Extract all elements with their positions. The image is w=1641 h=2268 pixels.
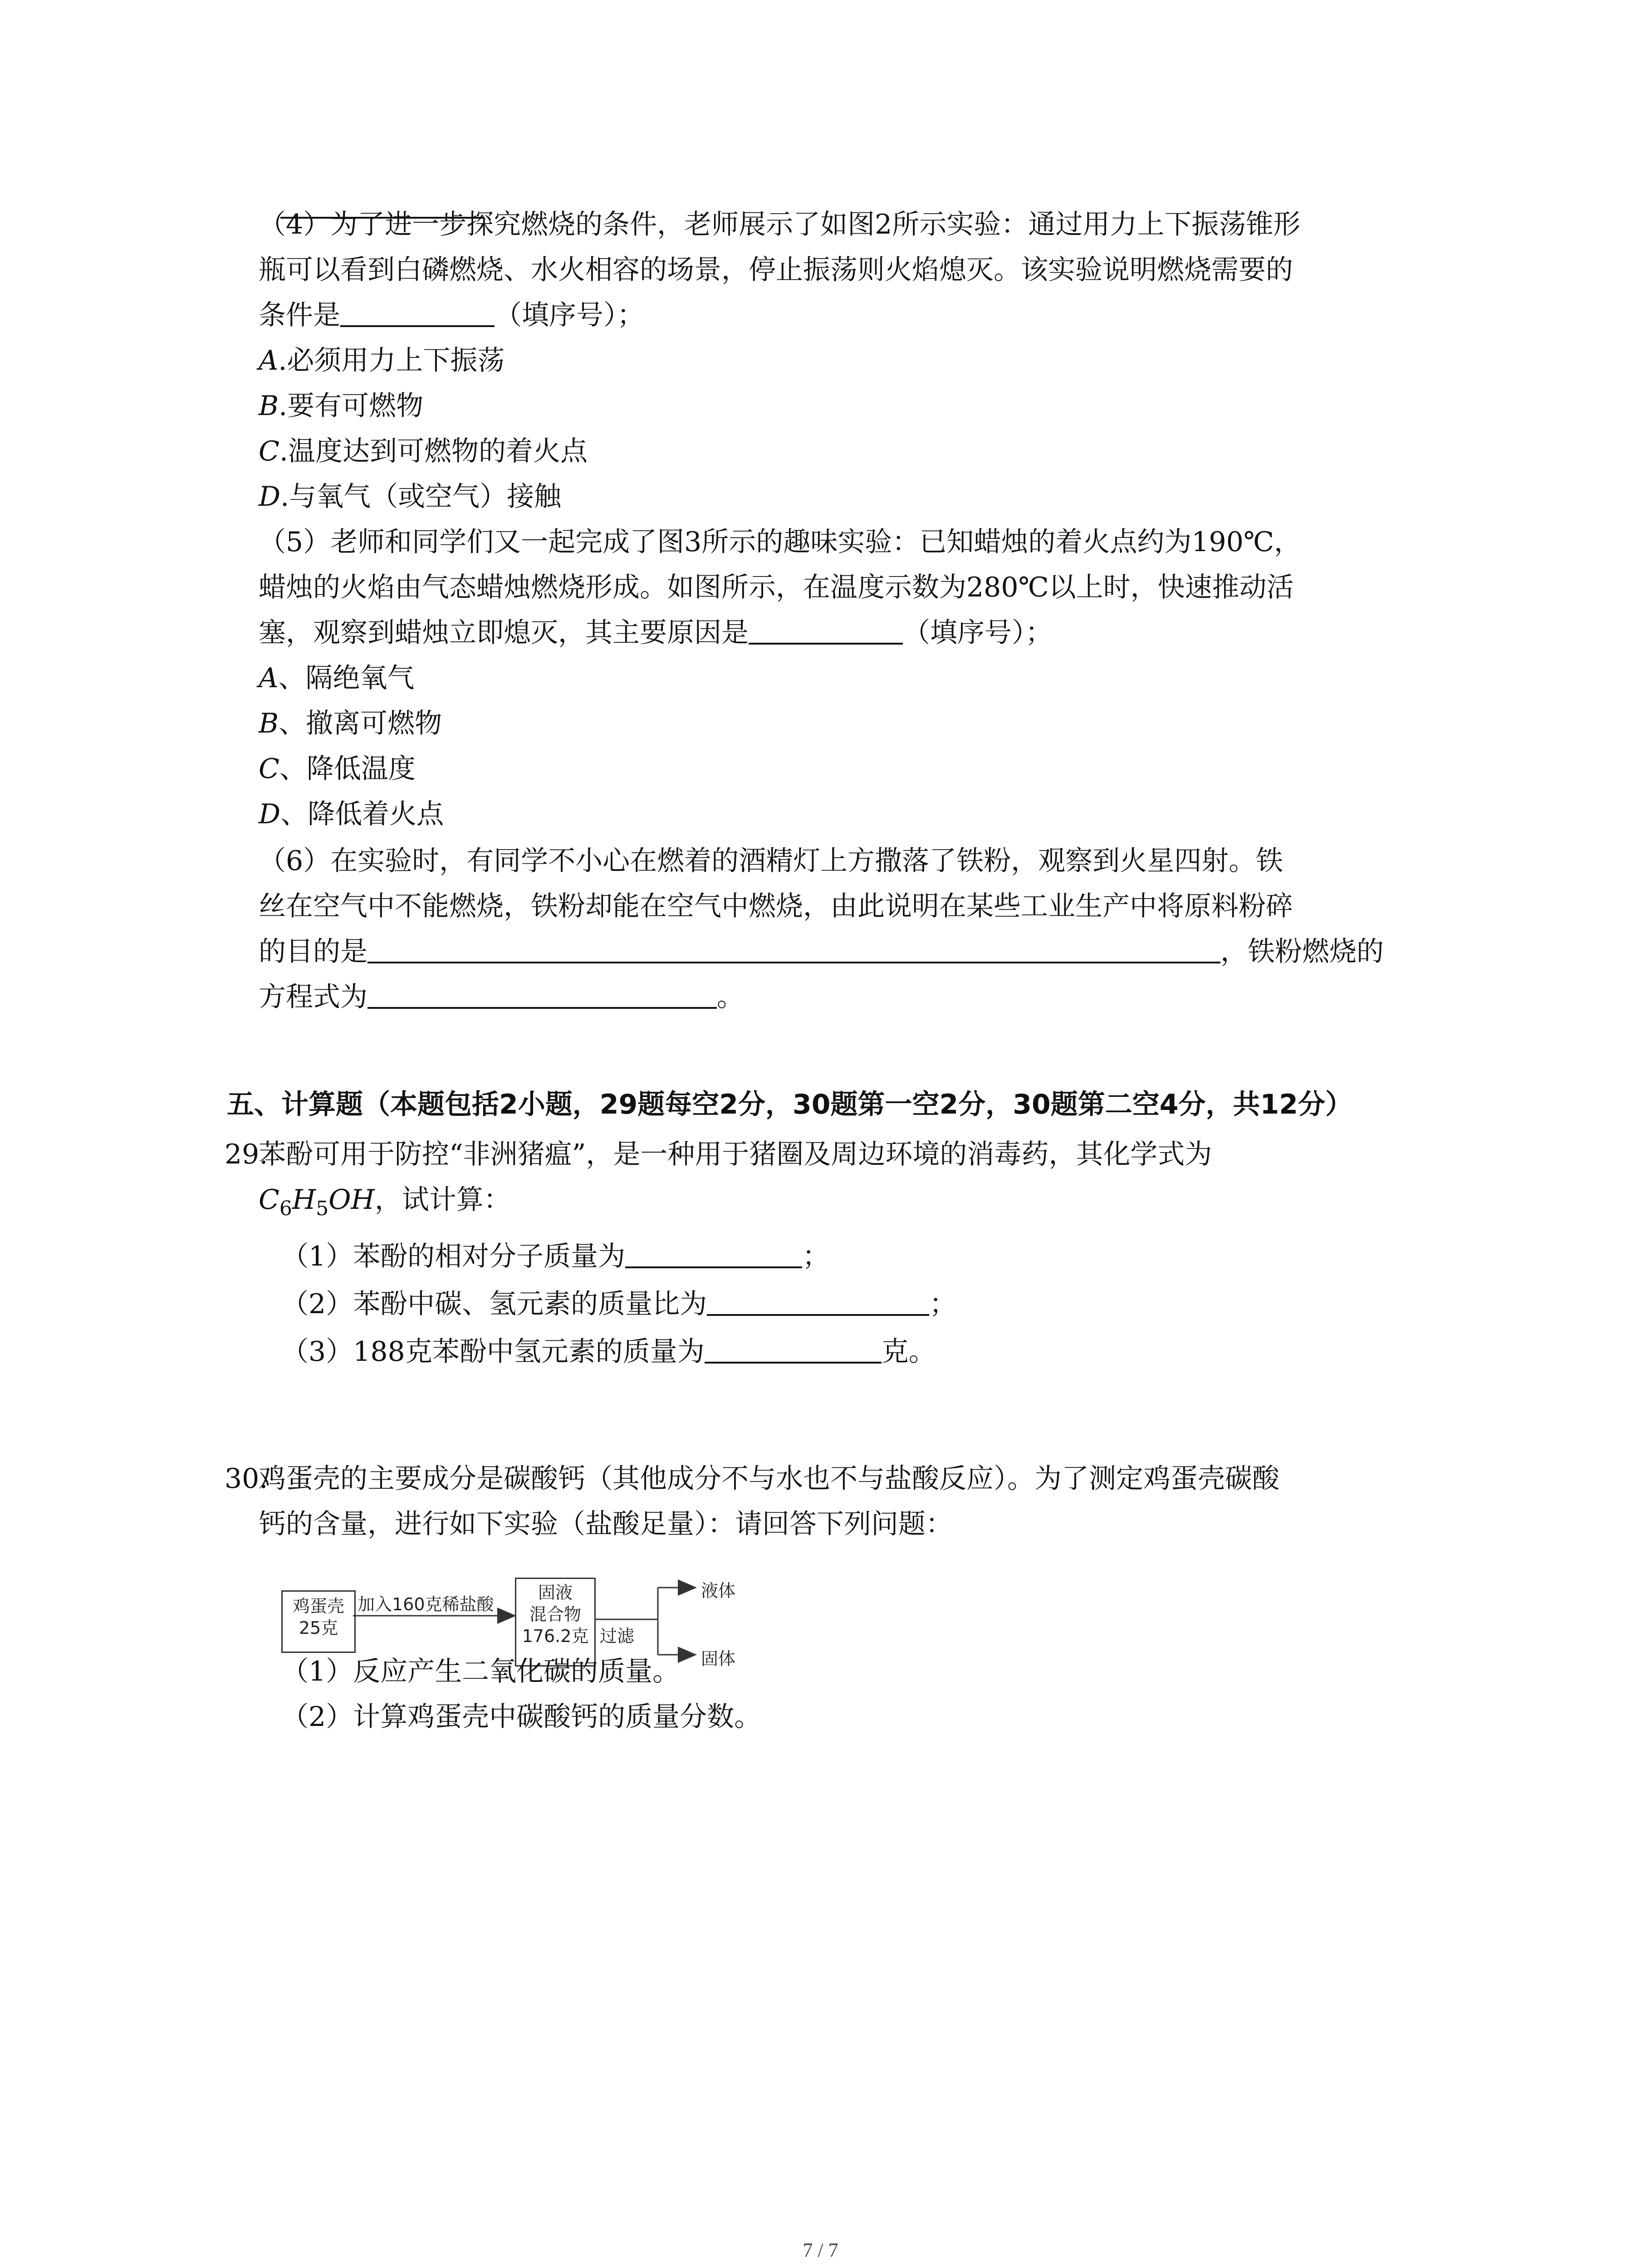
q4-option-b <box>259 383 423 429</box>
option-text: .要有可燃物 <box>279 390 424 422</box>
q4-line3 <box>259 293 644 338</box>
part-text: （2）苯酚中碳、氢元素的质量比为 <box>281 1288 707 1320</box>
filter-label: 过滤 <box>600 1626 635 1646</box>
part-suffix: ； <box>929 1288 957 1320</box>
q29-line1 <box>225 1132 1212 1177</box>
formula-sub-6: 6 <box>279 1197 292 1220</box>
box-label: 固液 <box>538 1583 573 1603</box>
q30-line2: 钙的含量，进行如下实验（盐酸足量）：请回答下列问题： <box>259 1508 953 1540</box>
q30-line1 <box>225 1456 1279 1501</box>
q5-line3-text: 塞，观察到蜡烛立即熄灭，其主要原因是 <box>259 617 749 649</box>
q5-option-d <box>259 792 444 837</box>
section-heading: 五、计算题（本题包括2小题，29题每空2分，30题第一空2分，30题第二空4分，共12分） <box>227 1089 1352 1120</box>
answer-blank[interactable] <box>340 293 495 327</box>
q29-line2 <box>259 1177 511 1232</box>
q5-option-b <box>259 701 442 746</box>
q5-option-c <box>259 746 416 792</box>
option-letter: D <box>259 798 281 830</box>
q4-option-a <box>259 338 505 383</box>
option-letter: C <box>259 753 279 785</box>
answer-blank[interactable] <box>367 975 717 1009</box>
q29-line2-rest: ，试计算： <box>374 1184 511 1216</box>
option-text: .与氧气（或空气）接触 <box>280 481 562 513</box>
formula-sub-5: 5 <box>316 1197 329 1220</box>
box-label: 176.2克 <box>522 1626 589 1646</box>
q6-line4-text: 方程式为 <box>259 981 367 1013</box>
formula-h: H <box>292 1184 316 1216</box>
answer-blank[interactable] <box>705 1330 882 1364</box>
q5-line2: 蜡烛的火焰由气态蜡烛燃烧形成。如图所示，在温度示数为280℃以上时，快速推动活 <box>259 572 1294 603</box>
formula-c: C <box>259 1184 279 1216</box>
box-label: 混合物 <box>529 1604 581 1624</box>
q6-line4 <box>259 974 744 1020</box>
option-letter: B <box>259 708 279 739</box>
q5-line1: （5）老师和同学们又一起完成了图3所示的趣味实验：已知蜡烛的着火点约为190℃， <box>259 526 1301 558</box>
liquid-label: 液体 <box>701 1581 736 1601</box>
part-text: （1）苯酚的相对分子质量为 <box>281 1241 626 1272</box>
q6-line2: 丝在空气中不能燃烧，铁粉却能在空气中燃烧，由此说明在某些工业生产中将原料粉碎 <box>259 890 1293 922</box>
option-text: 、撤离可燃物 <box>279 708 442 739</box>
answer-blank[interactable] <box>625 1235 802 1268</box>
answer-blank[interactable] <box>707 1282 929 1316</box>
part-text: （3）188克苯酚中氢元素的质量为 <box>281 1336 705 1368</box>
q6-line1: （6）在实验时，有同学不小心在燃着的酒精灯上方撒落了铁粉，观察到火星四射。铁 <box>259 845 1283 877</box>
q4-line3-suffix: （填序号）； <box>495 299 644 331</box>
part-suffix: 克。 <box>881 1336 936 1368</box>
q6-line3-suffix: ，铁粉燃烧的 <box>1220 936 1384 968</box>
option-letter: A <box>259 345 279 376</box>
formula-oh: OH <box>328 1184 375 1216</box>
add-acid-label: 加入160克稀盐酸 <box>358 1594 494 1614</box>
q4-line2: 瓶可以看到白磷燃烧、水火相容的场景，停止振荡则火焰熄灭。该实验说明燃烧需要的 <box>259 254 1293 286</box>
q4-option-d <box>259 474 561 519</box>
box-label: 25克 <box>299 1618 338 1638</box>
q30-part1: （1）反应产生二氧化碳的质量。 <box>281 1656 680 1687</box>
part-suffix: ； <box>802 1241 830 1272</box>
q30-text: 鸡蛋壳的主要成分是碳酸钙（其他成分不与水也不与盐酸反应）。为了测定鸡蛋壳碳酸 <box>259 1463 1279 1495</box>
q6-line3 <box>259 929 1384 974</box>
option-letter: A <box>259 662 279 694</box>
q29-part2 <box>281 1281 956 1327</box>
answer-blank[interactable] <box>749 611 903 645</box>
option-text: .必须用力上下振荡 <box>278 345 505 376</box>
q6-line3-text: 的目的是 <box>259 936 367 968</box>
option-letter: B <box>259 390 279 422</box>
q29-part1 <box>281 1234 829 1279</box>
option-text: 、降低着火点 <box>280 798 444 830</box>
q4-line3-text: 条件是 <box>259 299 340 331</box>
q6-line4-suffix: 。 <box>717 981 744 1013</box>
q4-line1: （4）为了进一步探究燃烧的条件，老师展示了如图2所示实验：通过用力上下振荡锥形 <box>259 209 1301 240</box>
answer-blank[interactable] <box>367 930 1220 963</box>
q29-part3 <box>281 1329 936 1374</box>
q4-option-c <box>259 429 588 474</box>
solid-label: 固体 <box>701 1649 736 1669</box>
q5-line3 <box>259 610 1053 655</box>
question-number: 30. <box>225 1463 268 1495</box>
q5-option-a <box>259 655 414 701</box>
q5-line3-suffix: （填序号）； <box>903 617 1053 649</box>
option-text: .温度达到可燃物的着火点 <box>279 435 588 467</box>
option-text: 、隔绝氧气 <box>278 662 415 694</box>
q30-part2: （2）计算鸡蛋壳中碳酸钙的质量分数。 <box>281 1701 762 1733</box>
eggshell-box <box>281 1590 356 1653</box>
option-text: 、降低温度 <box>279 753 416 785</box>
question-number: 29. <box>225 1139 268 1170</box>
option-letter: D <box>259 481 281 513</box>
page-number: 7 / 7 <box>803 2239 838 2261</box>
option-letter: C <box>259 435 279 467</box>
q29-text: 苯酚可用于防控“非洲猪瘟”，是一种用于猪圈及周边环境的消毒药，其化学式为 <box>259 1139 1212 1170</box>
box-label: 鸡蛋壳 <box>292 1596 344 1616</box>
